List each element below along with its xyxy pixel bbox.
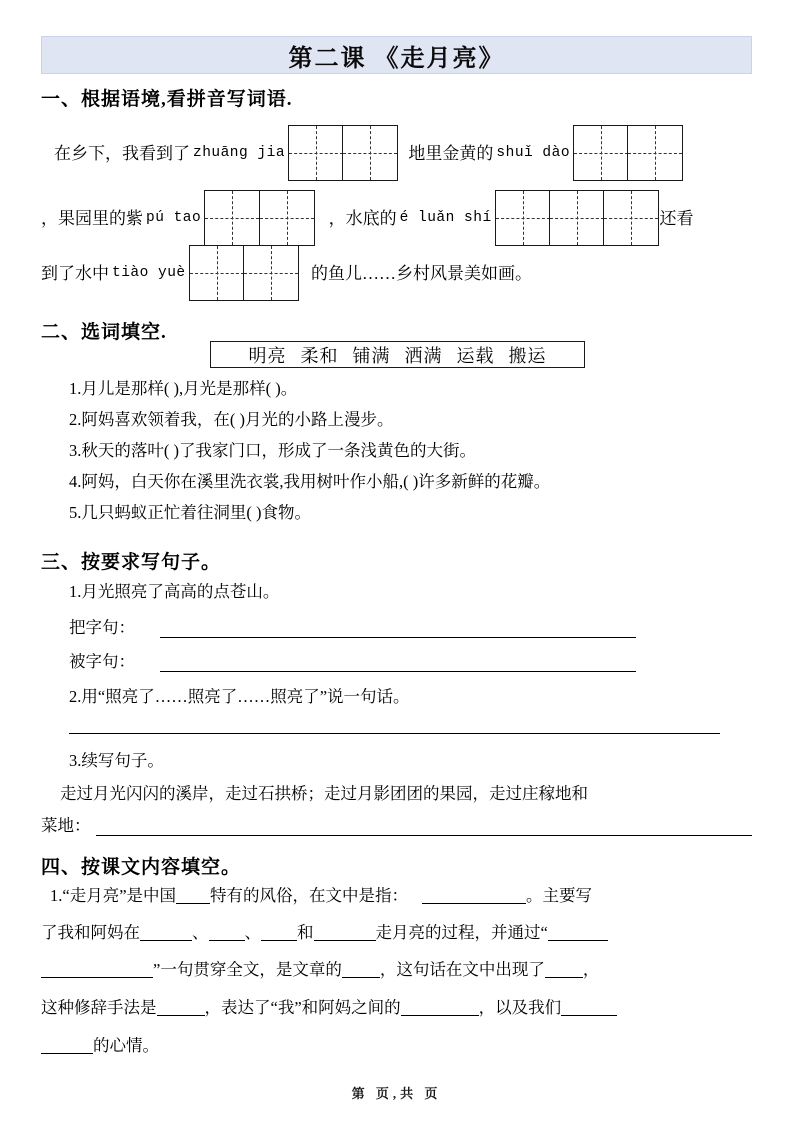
s4-blank-1[interactable]	[176, 889, 210, 904]
s4-blank-3[interactable]	[140, 926, 192, 941]
tianzige-cell[interactable]	[204, 190, 260, 246]
tianzige-cell[interactable]	[573, 125, 629, 181]
s4-l2-text-a: 了我和阿妈在	[41, 923, 140, 942]
s1-l2-pinyin-1: pú tao	[146, 209, 202, 226]
section-two-item-2[interactable]: 2.阿妈喜欢领着我，在( )月光的小路上漫步。	[69, 410, 394, 429]
word-bank-item-3: 洒满	[404, 345, 443, 366]
ba-sentence-answer-line[interactable]	[160, 637, 636, 638]
s1-l1-grid-1[interactable]	[288, 125, 398, 181]
s4-l2-text-e: 走月亮的过程，并通过“	[375, 923, 548, 942]
word-bank-item-4: 运载	[456, 345, 495, 366]
tianzige-cell[interactable]	[603, 190, 659, 246]
s4-l3-text-b: ，这句话在文中出现了	[379, 960, 545, 979]
section-two-item-1[interactable]: 1.月儿是那样( ),月光是那样( )。	[69, 379, 298, 398]
s4-l2-text-b: 、	[192, 923, 209, 942]
word-bank-item-0: 明亮	[248, 345, 287, 366]
s1-l2-text-2: ，水底的	[328, 208, 397, 228]
section-three-item-1: 1.月光照亮了高高的点苍山。	[69, 582, 280, 601]
page-title: 第二课 《走月亮》	[288, 45, 505, 72]
word-bank-item-5: 搬运	[508, 345, 547, 366]
s4-blank-4[interactable]	[209, 926, 245, 941]
word-bank-item-2: 铺满	[352, 345, 391, 366]
s4-l5-text-a: 的心情。	[93, 1036, 159, 1055]
tianzige-cell[interactable]	[627, 125, 683, 181]
s4-blank-9[interactable]	[342, 963, 380, 978]
s4-blank-10[interactable]	[545, 963, 583, 978]
section-three-item-3: 3.续写句子。	[69, 751, 164, 770]
tianzige-cell[interactable]	[342, 125, 398, 181]
page-footer: 第 页,共 页	[351, 1086, 442, 1101]
section-two-item-5[interactable]: 5.几只蚂蚁正忙着往洞里( )食物。	[69, 503, 311, 522]
word-bank	[210, 341, 585, 368]
s4-blank-6[interactable]	[314, 926, 376, 941]
s4-l2-text-d: 和	[297, 923, 314, 942]
section-three-item-3-text-line-1: 走过月光闪闪的溪岸，走过石拱桥；走过月影团团的果园，走过庄稼地和	[60, 784, 588, 803]
ba-sentence-label: 把字句：	[69, 618, 135, 637]
s4-blank-11[interactable]	[157, 1001, 205, 1016]
s4-l1-text-b: 特有的风俗，在文中是指：	[210, 886, 409, 905]
s4-l2-text-c: 、	[244, 923, 261, 942]
tianzige-cell[interactable]	[495, 190, 551, 246]
s4-blank-13[interactable]	[561, 1001, 617, 1016]
s1-l3-pinyin-1: tiào yuè	[112, 264, 186, 281]
section-one-line-3	[41, 245, 532, 301]
word-bank-item-1: 柔和	[300, 345, 339, 366]
section-four-line-5	[41, 1038, 159, 1055]
s4-l1-text-a: 1.“走月亮”是中国	[50, 886, 177, 905]
s4-blank-7[interactable]	[548, 926, 608, 941]
s4-blank-5[interactable]	[261, 926, 297, 941]
s4-l4-text-a: 这种修辞手法是	[41, 998, 157, 1017]
section-four-line-2	[41, 925, 608, 942]
s1-l2-text-3: 还看	[659, 208, 694, 228]
tianzige-cell[interactable]	[259, 190, 315, 246]
s1-l3-text-1: 到了水中	[41, 263, 109, 283]
tianzige-cell[interactable]	[549, 190, 605, 246]
section-one-line-1	[54, 125, 683, 181]
section-three-item-2-answer-line[interactable]	[69, 733, 720, 734]
s1-l2-pinyin-2: é luǎn shí	[399, 209, 492, 226]
section-three-item-2: 2.用“照亮了……照亮了……照亮了”说一句话。	[69, 687, 410, 706]
s4-l4-text-b: ，表达了“我”和阿妈之间的	[204, 998, 401, 1017]
s1-l3-grid-1[interactable]	[189, 245, 299, 301]
s4-blank-8[interactable]	[41, 963, 153, 978]
section-four-line-4	[41, 1000, 617, 1017]
section-heading-four: 四、按课文内容填空。	[41, 857, 242, 878]
section-heading-two: 二、选词填空.	[41, 322, 167, 343]
s1-l1-grid-2[interactable]	[573, 125, 683, 181]
tianzige-cell[interactable]	[288, 125, 344, 181]
s4-l3-text-a: ”一句贯穿全文，是文章的	[153, 960, 342, 979]
section-one-line-2	[41, 190, 693, 246]
s1-l1-text-1: 在乡下，我看到了	[54, 143, 190, 163]
bei-sentence-answer-line[interactable]	[160, 671, 636, 672]
bei-sentence-label: 被字句：	[69, 652, 135, 671]
s1-l2-grid-2[interactable]	[495, 190, 660, 246]
tianzige-cell[interactable]	[189, 245, 245, 301]
section-three-item-3-text-line-2: 菜地：	[41, 816, 91, 835]
s1-l1-text-2: 地里金黄的	[408, 143, 494, 163]
s4-blank-12[interactable]	[401, 1001, 479, 1016]
s4-blank-14[interactable]	[41, 1039, 93, 1054]
tianzige-cell[interactable]	[243, 245, 299, 301]
section-three-item-3-answer-line[interactable]	[96, 835, 752, 836]
s4-l1-text-c: 。主要写	[526, 886, 593, 905]
s1-l2-text-1: ，果园里的紫	[41, 208, 143, 228]
s1-l2-grid-1[interactable]	[204, 190, 314, 246]
section-heading-one: 一、根据语境,看拼音写词语.	[41, 89, 293, 110]
section-two-item-4[interactable]: 4.阿妈，白天你在溪里洗衣裳,我用树叶作小船,( )许多新鲜的花瓣。	[69, 472, 551, 491]
s1-l1-pinyin-2: shuǐ dào	[496, 144, 571, 161]
page-title-banner	[41, 36, 752, 74]
s4-blank-2[interactable]	[422, 889, 526, 904]
s4-l4-text-c: ，以及我们	[478, 998, 562, 1017]
section-heading-three: 三、按要求写句子。	[41, 552, 222, 573]
s1-l1-pinyin-1: zhuāng jia	[193, 144, 286, 161]
s4-l3-text-c: ，	[582, 960, 600, 979]
section-four-line-3	[41, 962, 599, 979]
section-two-item-3[interactable]: 3.秋天的落叶( )了我家门口，形成了一条浅黄色的大街。	[69, 441, 476, 460]
s1-l3-text-2: 的鱼儿……乡村风景美如画。	[311, 263, 533, 283]
section-four-line-1	[50, 888, 592, 905]
